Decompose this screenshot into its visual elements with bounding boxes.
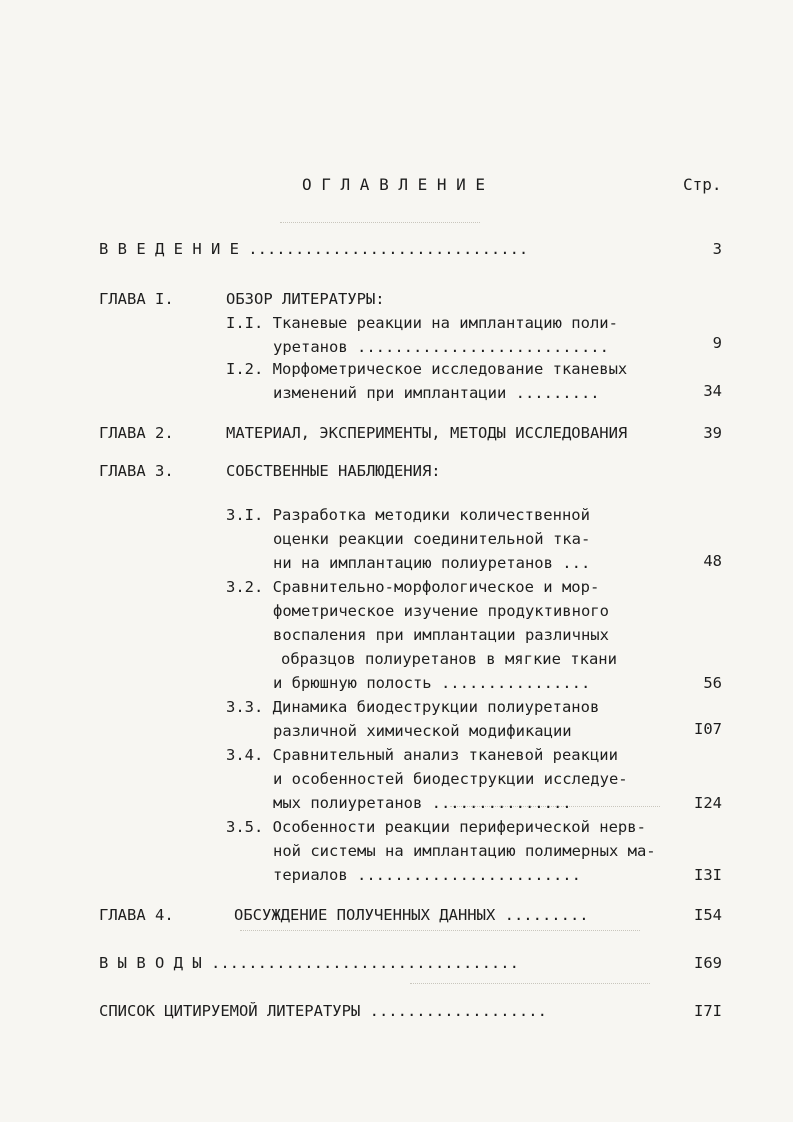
toc-chapter-label: ГЛАВА 2. bbox=[99, 424, 174, 442]
toc-section-line: и особенностей биодеструкции исследуе- bbox=[273, 770, 628, 788]
toc-page-number: 56 bbox=[703, 674, 722, 692]
toc-chapter-label: ГЛАВА I. bbox=[99, 290, 174, 308]
toc-page-number: I07 bbox=[694, 720, 722, 738]
toc-page-number: 3 bbox=[712, 240, 722, 258]
toc-section-line: воспаления при имплантации различных bbox=[273, 626, 609, 644]
toc-section-line: уретанов ........................... bbox=[273, 338, 609, 356]
toc-page-number: 48 bbox=[703, 552, 722, 570]
toc-section-line: ной системы на имплантацию полимерных ма- bbox=[273, 842, 656, 860]
toc-title: О Г Л А В Л Е Н И Е bbox=[302, 175, 486, 194]
toc-section-line: 3.3. Динамика биодеструкции полиуретанов bbox=[226, 698, 600, 716]
toc-section-line: и брюшную полость ................ bbox=[273, 674, 591, 692]
toc-section-line: ни на имплантацию полиуретанов ... bbox=[273, 554, 591, 572]
page-column-label: Стр. bbox=[683, 175, 722, 194]
toc-section-line: териалов ........................ bbox=[273, 866, 581, 884]
scan-artifact bbox=[280, 222, 480, 224]
toc-chapter-title: ОБЗОР ЛИТЕРАТУРЫ: bbox=[226, 290, 385, 308]
toc-chapter-title: ОБСУЖДЕНИЕ ПОЛУЧЕННЫХ ДАННЫХ ......... bbox=[234, 906, 589, 924]
toc-section-line: оценки реакции соединительной тка- bbox=[273, 530, 591, 548]
toc-section-line: мых полиуретанов ............... bbox=[273, 794, 572, 812]
toc-chapter-label: ГЛАВА 3. bbox=[99, 462, 174, 480]
toc-section-line: образцов полиуретанов в мягкие ткани bbox=[281, 650, 617, 668]
toc-section-line: изменений при имплантации ......... bbox=[273, 384, 600, 402]
toc-section-line: 3.2. Сравнительно-морфологическое и мор- bbox=[226, 578, 600, 596]
toc-page-number: I69 bbox=[694, 954, 722, 972]
toc-section-line: различной химической модификации bbox=[273, 722, 572, 740]
toc-section-line: 3.I. Разработка методики количественной bbox=[226, 506, 590, 524]
scan-artifact bbox=[410, 983, 650, 985]
toc-page-number: I3I bbox=[694, 866, 722, 884]
toc-chapter-title: СОБСТВЕННЫЕ НАБЛЮДЕНИЯ: bbox=[226, 462, 441, 480]
toc-section-line: 3.5. Особенности реакции периферической нерв- bbox=[226, 818, 646, 836]
toc-chapter-label: ГЛАВА 4. bbox=[99, 906, 174, 924]
scan-artifact bbox=[240, 930, 640, 932]
toc-section-line: фометрическое изучение продуктивного bbox=[273, 602, 609, 620]
toc-page-number: 34 bbox=[703, 382, 722, 400]
toc-section-line: I.I. Тканевые реакции на имплантацию поли- bbox=[226, 314, 618, 332]
toc-page-number: 9 bbox=[712, 334, 722, 352]
toc-section-line: 3.4. Сравнительный анализ тканевой реакции bbox=[226, 746, 618, 764]
toc-chapter-title: МАТЕРИАЛ, ЭКСПЕРИМЕНТЫ, МЕТОДЫ ИССЛЕДОВАНИЯ bbox=[226, 424, 628, 442]
toc-page-number: I54 bbox=[694, 906, 722, 924]
toc-page-number: 39 bbox=[703, 424, 722, 442]
toc-line-conclusions: В Ы В О Д Ы ................................. bbox=[99, 954, 519, 972]
toc-page-number: I7I bbox=[694, 1002, 722, 1020]
toc-section-line: I.2. Морфометрическое исследование тканевых bbox=[226, 360, 628, 378]
toc-page-number: I24 bbox=[694, 794, 722, 812]
toc-line-references: СПИСОК ЦИТИРУЕМОЙ ЛИТЕРАТУРЫ ................... bbox=[99, 1002, 547, 1020]
toc-line-introduction: В В Е Д Е Н И Е .............................. bbox=[99, 240, 529, 258]
